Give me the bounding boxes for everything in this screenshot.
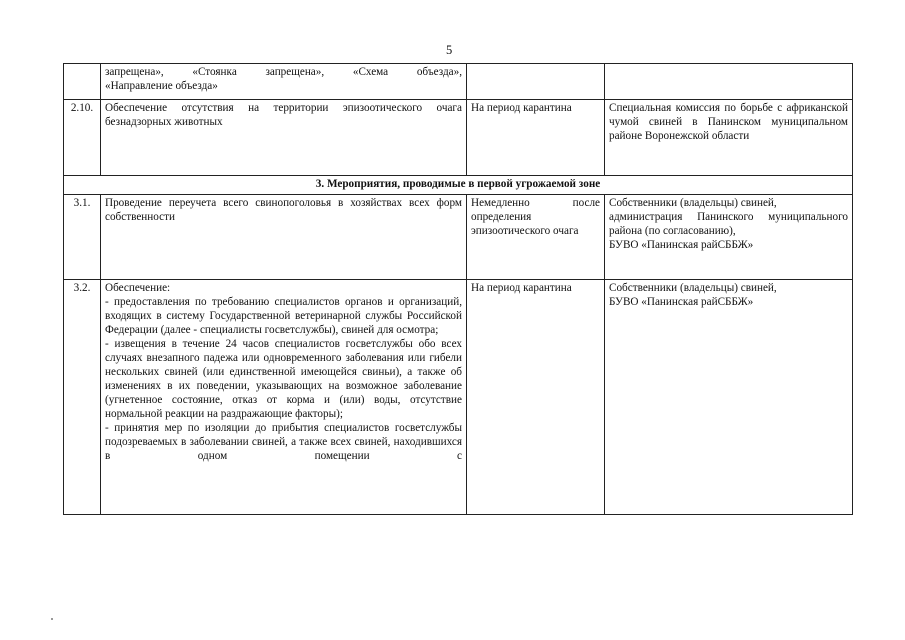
action-line: «Направление объезда»: [105, 80, 218, 92]
action-cell: [101, 64, 467, 100]
action-cell: Проведение переучета всего свинопоголовья в хозяйствах всех форм собственности: [101, 195, 467, 280]
table-row: [64, 195, 853, 280]
period-cell: [467, 64, 605, 100]
table-row: [64, 100, 853, 176]
table-row: [64, 280, 853, 515]
responsible-cell: [605, 195, 853, 280]
responsible-line: БУВО «Панинская райСББЖ»: [609, 239, 754, 251]
action-line: - предоставления по требованию специалистов органов и организаций, входящих в систему Государственной ветеринарной службы Российской Федерации (далее - специалисты госветслужбы), свиней для осмотра;: [105, 296, 462, 336]
table-row: [64, 64, 853, 100]
action-cell: Обеспечение отсутствия на территории эпизоотического очага безнадзорных животных: [101, 100, 467, 176]
action-line: Обеспечение:: [105, 282, 171, 294]
action-cell: [101, 280, 467, 515]
section-row: [64, 176, 853, 195]
section-title: 3. Мероприятия, проводимые в первой угрожаемой зоне: [64, 176, 853, 195]
responsible-line: БУВО «Панинская райСББЖ»: [609, 296, 754, 308]
action-line: - принятия мер по изоляции до прибытия специалистов госветслужбы подозреваемых в заболевании свиней, а также всех свиней, находившихся в одном помещении с: [105, 422, 462, 462]
period-cell: На период карантина: [467, 100, 605, 176]
scan-speck: [51, 618, 53, 620]
action-line: - извещения в течение 24 часов специалистов госветслужбы обо всех случаях внезапного падежа или одновременного заболевания или гибели нескольких свиней (или единственной имеющейся свиньи), а также об изменениях в их поведении, указывающих на возможное заболевание (угнетенное состояние, отказ от корма и (или) воды, отсутствие нормальной реакции на раздражающие факторы);: [105, 338, 462, 420]
responsible-line: Собственники (владельцы) свиней,: [609, 282, 777, 294]
row-number: 3.1.: [64, 195, 101, 280]
action-line: запрещена», «Стоянка запрещена», «Схема объезда»,: [105, 66, 462, 78]
responsible-line: администрация Панинского муниципального района (по согласованию),: [609, 211, 848, 237]
measures-table: [63, 63, 853, 515]
row-number: 2.10.: [64, 100, 101, 176]
period-cell: Немедленно после определения эпизоотического очага: [467, 195, 605, 280]
responsible-line: Собственники (владельцы) свиней,: [609, 197, 777, 209]
page-number: 5: [446, 43, 453, 57]
responsible-cell: [605, 64, 853, 100]
responsible-cell: Специальная комиссия по борьбе с африканской чумой свиней в Панинском муниципальном районе Воронежской области: [605, 100, 853, 176]
row-number: 3.2.: [64, 280, 101, 515]
period-cell: На период карантина: [467, 280, 605, 515]
row-number: [64, 64, 101, 100]
responsible-cell: [605, 280, 853, 515]
